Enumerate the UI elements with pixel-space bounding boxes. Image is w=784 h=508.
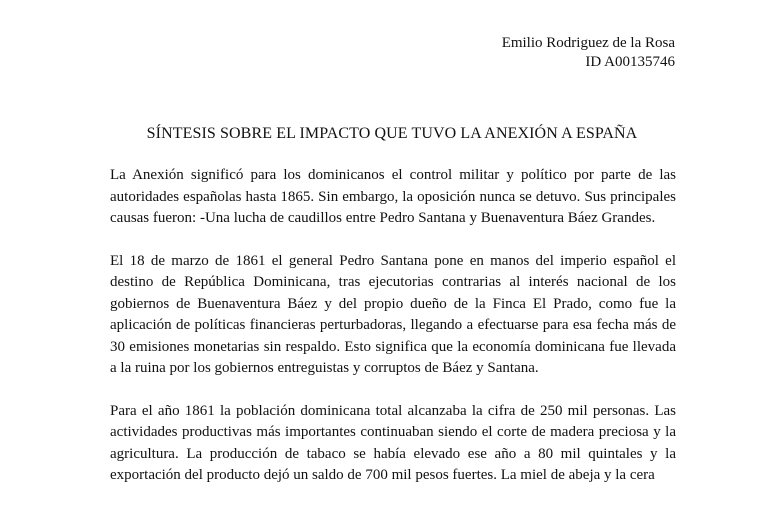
student-id: ID A00135746 bbox=[585, 54, 675, 70]
paragraph-2: El 18 de marzo de 1861 el general Pedro Santana pone en manos del imperio español el destino de República Dominicana, tras ejecutorias contrarias al interés nacional de los gobiernos de Buenaventura Báez y del propio dueño de la Finca El Prado, como fue la aplicación de políticas financieras perturbadoras, llegando a efectuarse para esa fecha más de 30 emisiones monetarias sin respaldo. Esto significa que la economía dominicana fue llevada a la ruina por los gobiernos entreguistas y corruptos de Báez y Santana. bbox=[110, 252, 676, 376]
paragraph-3: Para el año 1861 la población dominicana total alcanzaba la cifra de 250 mil personas. Las actividades productivas más importantes continuaban siendo el corte de madera preciosa y la agricultura. La producción de tabaco se había elevado ese año a 80 mil quintales y la exportación del producto dejó un saldo de 700 mil pesos fuertes. La miel de abeja y la cera bbox=[110, 402, 676, 483]
paragraph-1: La Anexión significó para los dominicanos el control militar y político por parte de las autoridades españolas hasta 1865. Sin embargo, la oposición nunca se detuvo. Sus principales causas fueron: -Una lucha de caudillos entre Pedro Santana y Buenaventura Báez Grandes. bbox=[110, 167, 676, 226]
document-body bbox=[110, 165, 676, 508]
document-header bbox=[502, 34, 675, 72]
author-name: Emilio Rodriguez de la Rosa bbox=[501, 35, 675, 51]
document-title: SÍNTESIS SOBRE EL IMPACTO QUE TUVO LA ANEXIÓN A ESPAÑA bbox=[146, 125, 638, 142]
